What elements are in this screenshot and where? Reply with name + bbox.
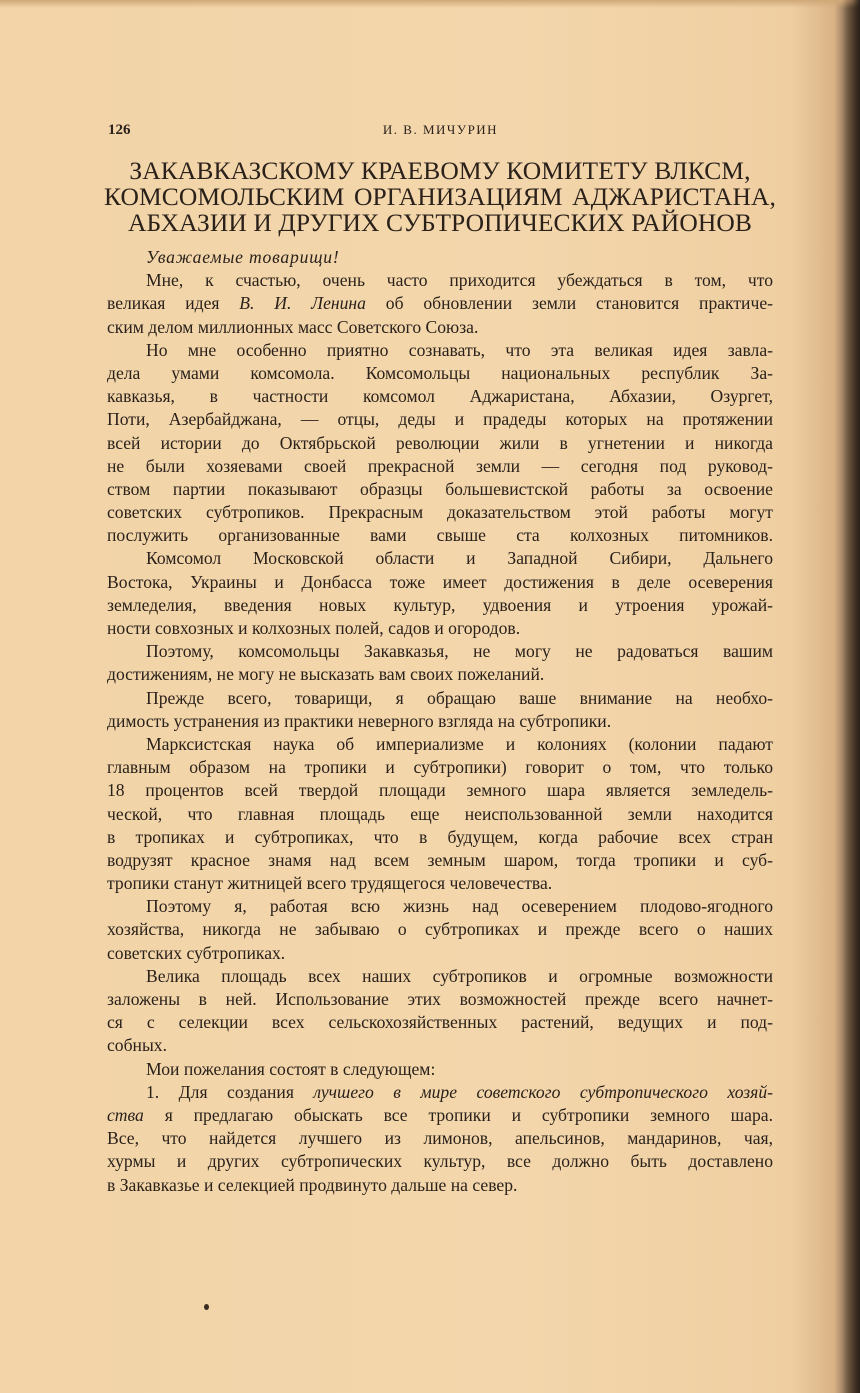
paragraph-2-line: ством партии показывают образцы большевистской работы за освоение — [107, 478, 773, 499]
paragraph-10-line: в Закавказье и селекцией продвинуто дальше на север. — [107, 1174, 518, 1195]
paragraph-7-line: советских субтропиках. — [107, 942, 286, 963]
text-run: об обновлении земли становится практиче- — [365, 293, 773, 314]
paragraph-8-line: заложены в ней. Использование этих возможностей прежде всего начнет- — [107, 989, 773, 1009]
emphasis-text: ства — [107, 1104, 144, 1125]
page-header — [108, 122, 773, 142]
paragraph-1-line: ским делом миллионных масс Советского Союза. — [107, 316, 479, 337]
title-line-2: КОМСОМОЛЬСКИМ ОРГАНИЗАЦИЯМ АДЖАРИСТАНА, — [104, 182, 776, 211]
paragraph-2-line: Поти, Азербайджана, — отцы, деды и прадеды которых на протяжении — [107, 409, 773, 430]
paragraph-4-line: Поэтому, комсомольцы Закавказья, не могу не радоваться вашим — [146, 641, 773, 662]
page-top-shadow — [0, 0, 860, 8]
paragraph-2-line: Но мне особенно приятно сознавать, что эта великая идея завла- — [146, 339, 773, 360]
body-text — [107, 246, 773, 1197]
paragraph-10-line — [107, 1081, 773, 1104]
paragraph-8-line: ся с селекции всех сельскохозяйственных растений, ведущих и под- — [107, 1012, 773, 1033]
paragraph-10-line: хурмы и других субтропических культур, все должно быть доставлено — [107, 1151, 773, 1172]
paragraph-2-line: дела умами комсомола. Комсомольцы национальных республик За- — [107, 362, 773, 383]
article-title — [104, 158, 776, 236]
page-binding-edge — [842, 0, 860, 1393]
greeting: Уважаемые товарищи! — [146, 247, 340, 267]
paragraph-5-line: Прежде всего, товарищи, я обращаю ваше внимание на необхо- — [146, 687, 773, 708]
paragraph-3-line: ности совхозных и колхозных полей, садов и огородов. — [107, 618, 521, 638]
emphasis-text: лучшего в мире советского субтропического хозяй- — [313, 1081, 773, 1102]
text-run: великая идея — [107, 293, 240, 314]
paragraph-6-line: в тропиках и субтропиках, что в будущем, когда рабочие всех стран — [107, 826, 773, 847]
text-run: я предлагаю обыскать все тропики и субтропики земного шара. — [143, 1104, 773, 1125]
paragraph-10-line: Все, что найдется лучшего из лимонов, апельсинов, мандаринов, чая, — [107, 1128, 773, 1149]
paragraph-6-line: ческой, что главная площадь еще неиспользованной земли находится — [107, 803, 773, 824]
paragraph-6-line: водрузят красное знамя над всем земным шаром, тогда тропики и суб- — [107, 849, 773, 870]
running-head: И. В. МИЧУРИН — [382, 122, 499, 137]
paragraph-6-line: 18 процентов всей твердой площади земного шара является земледель- — [107, 780, 773, 801]
paragraph-2-line: советских субтропиков. Прекрасным доказательством этой работы могут — [107, 502, 773, 523]
paragraph-8-line: собных. — [107, 1035, 167, 1056]
text-run: 1. Для создания — [146, 1081, 314, 1102]
paragraph-7-line: Поэтому я, работая всю жизнь над осеверением плодово-ягодного — [146, 896, 773, 917]
title-line-1: ЗАКАВКАЗСКОМУ КРАЕВОМУ КОМИТЕТУ ВЛКСМ, — [129, 156, 751, 185]
paragraph-2-line: не были хозяевами своей прекрасной земли — сегодня под руковод- — [107, 455, 773, 476]
paragraph-3-line: Комсомол Московской области и Западной Сибири, Дальнего — [146, 548, 773, 569]
paragraph-1-line — [107, 292, 773, 315]
paragraph-2-line: всей истории до Октябрьской революции жили в угнетении и никогда — [107, 432, 773, 453]
paragraph-3-line: Востока, Украины и Донбасса тоже имеет достижения в деле осеверения — [107, 571, 773, 592]
paragraph-6-line: Марксистская наука об империализме и колониях (колонии падают — [146, 733, 773, 754]
paragraph-10-line — [107, 1104, 773, 1127]
paragraph-3-line: земледелия, введения новых культур, удвоения и утроения урожай- — [107, 594, 773, 615]
title-line-3: АБХАЗИИ И ДРУГИХ СУБТРОПИЧЕСКИХ РАЙОНОВ — [128, 208, 752, 237]
paragraph-9-line: Мои пожелания состоят в следующем: — [146, 1058, 436, 1079]
lenin-name: В. И. Ленина — [239, 293, 366, 314]
paragraph-5-line: димость устранения из практики неверного взгляда на субтропики. — [107, 710, 612, 731]
paragraph-2-line: кавказья, в частности комсомол Аджаристана, Абхазии, Озургет, — [107, 386, 773, 407]
page-number: 126 — [108, 122, 131, 138]
paragraph-2-line: послужить организованные вами свыше ста колхозных питомников. — [107, 525, 773, 546]
paragraph-4-line: достижениям, не могу не высказать вам своих пожеланий. — [107, 664, 545, 685]
ink-speck — [204, 1304, 209, 1310]
paragraph-7-line: хозяйства, никогда не забываю о субтропиках и прежде всего о наших — [107, 919, 773, 940]
paragraph-6-line: тропики станут житницей всего трудящегося человечества. — [107, 873, 553, 894]
paragraph-1-line: Мне, к счастью, очень часто приходится убеждаться в том, что — [146, 270, 773, 291]
paragraph-8-line: Велика площадь всех наших субтропиков и огромные возможности — [146, 965, 773, 986]
paragraph-6-line: главным образом на тропики и субтропики) говорит о том, что только — [107, 757, 773, 778]
